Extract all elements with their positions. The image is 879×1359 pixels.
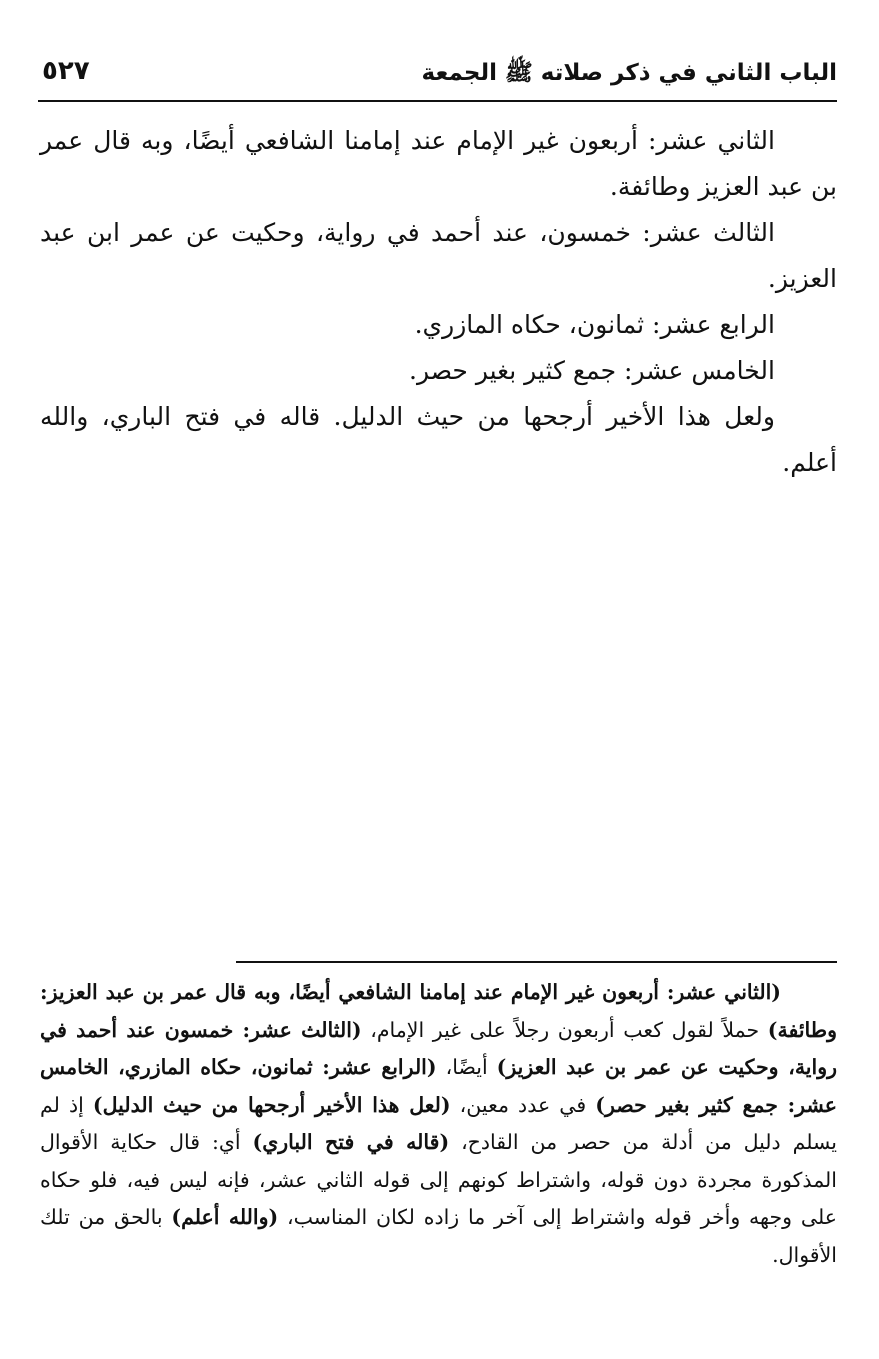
footnote-separator — [236, 961, 837, 963]
quoted-text: (قاله في فتح الباري) — [252, 1130, 450, 1154]
quoted-text: (الثالث عشر: خمسون عند أحمد في رواية، وحكيت عن عمر بن عبد العزيز) — [40, 1017, 838, 1079]
page-number: ٥٢٧ — [42, 56, 90, 86]
footnote-paragraph — [40, 974, 837, 1274]
footnote — [40, 974, 837, 1274]
commentary-text: بالحق من تلك الأقوال. — [40, 1205, 837, 1267]
commentary-text: أيضًا، — [436, 1055, 497, 1079]
quoted-text: (لعل هذا الأخير أرجحها من حيث الدليل) — [92, 1092, 451, 1117]
body-paragraph: الرابع عشر: ثمانون، حكاه المازري. — [414, 310, 775, 339]
main-text — [40, 118, 837, 486]
commentary-text: أي: قال حكاية الأقوال المذكورة مجردة دون قوله، واشتراط كونهم إلى قوله الثاني عشر، فإنه ليس فيه، فلو حكاه على وجهه وأخر قوله واشتراط إلى آخر ما زاده لكان المناسب، — [40, 1130, 837, 1229]
body-paragraph: ولعل هذا الأخير أرجحها من حيث الدليل. قاله في فتح الباري، والله أعلم. — [40, 402, 837, 477]
body-paragraph: الخامس عشر: جمع كثير بغير حصر. — [409, 356, 775, 385]
quoted-text: (والله أعلم) — [171, 1205, 279, 1229]
page-header — [38, 52, 837, 102]
chapter-title: الباب الثاني في ذكر صلاته ﷺ الجمعة — [421, 60, 837, 86]
commentary-text: حملاً لقول كعب أربعون رجلاً على غير الإمام، — [361, 1017, 768, 1042]
body-paragraph: الثالث عشر: خمسون، عند أحمد في رواية، وحكيت عن عمر ابن عبد العزيز. — [40, 218, 837, 293]
body-paragraph: الثاني عشر: أربعون غير الإمام عند إمامنا الشافعي أيضًا، وبه قال عمر بن عبد العزيز وطائفة. — [40, 126, 837, 201]
quoted-text: (الرابع عشر: ثمانون، حكاه المازري، الخامس عشر: جمع كثير بغير حصر) — [40, 1055, 837, 1117]
quoted-text: (الثاني عشر: أربعون غير الإمام عند إمامنا الشافعي أيضًا، وبه قال عمر بن عبد العزيز: وطائفة) — [40, 980, 837, 1042]
commentary-text: في عدد معين، — [450, 1092, 596, 1117]
commentary-text: إذ لم يسلم دليل من أدلة من حصر من القادح، — [40, 1092, 837, 1154]
